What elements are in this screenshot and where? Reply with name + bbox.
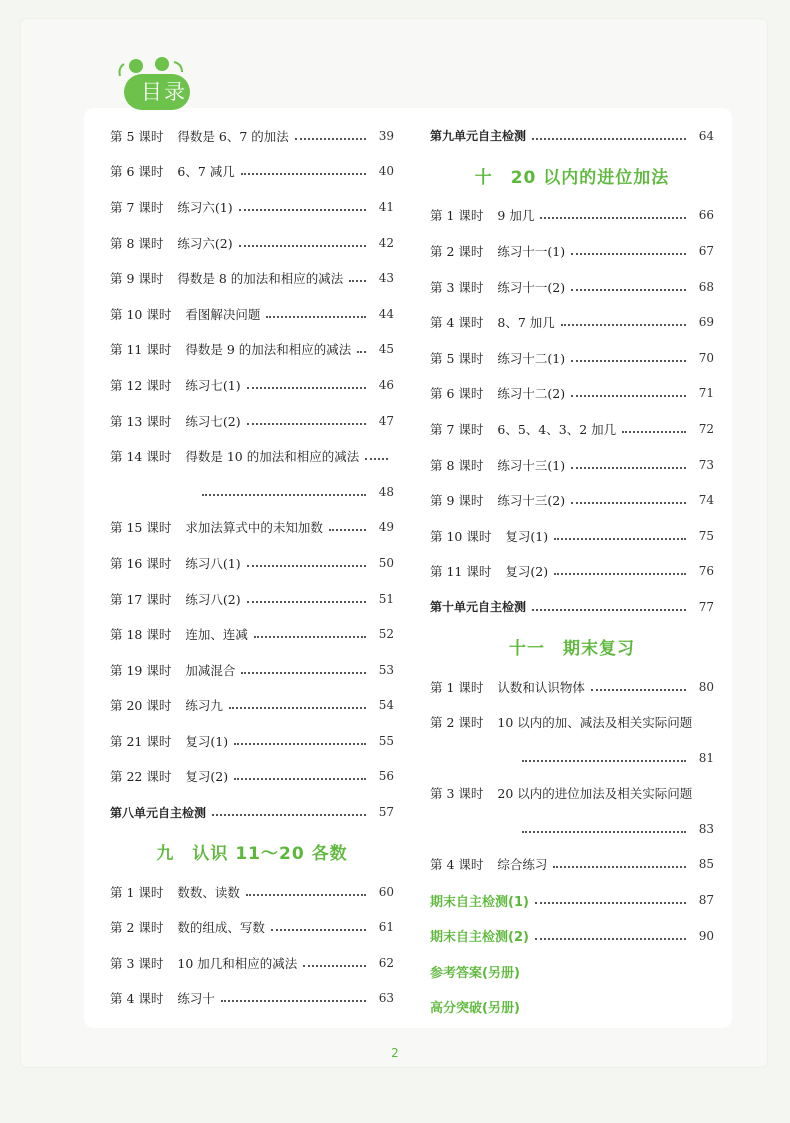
- lesson-label: 第 14 课时: [110, 449, 172, 465]
- lesson-label: 第 11 课时: [430, 564, 492, 580]
- final-test-title: 期末自主检测(1): [430, 894, 529, 910]
- dot-leader: [247, 565, 366, 567]
- section-title: 认识 11～20 各数: [192, 844, 348, 865]
- lesson-label: 第 5 课时: [110, 128, 164, 144]
- page-ref: 83: [698, 821, 714, 836]
- lesson-title: 连加、连减: [185, 627, 248, 643]
- toc-item[interactable]: [110, 260, 394, 296]
- page-ref: 64: [698, 128, 714, 143]
- dot-leader: [212, 814, 366, 816]
- page-ref: 72: [698, 421, 714, 436]
- unit-test-title: 第十单元自主检测: [430, 600, 527, 615]
- toc-item[interactable]: [110, 909, 394, 945]
- dot-leader: [571, 502, 686, 504]
- page-ref: 53: [378, 662, 394, 677]
- page-ref: 69: [698, 315, 714, 330]
- page-number: 2: [391, 1046, 399, 1060]
- toc-right-column: [430, 118, 714, 1025]
- dot-leader: [571, 253, 686, 255]
- page-ref: 61: [378, 920, 394, 935]
- toc-item[interactable]: [110, 581, 394, 617]
- page-ref: 68: [698, 279, 714, 294]
- toc-item[interactable]: [110, 154, 394, 190]
- toc-item[interactable]: [430, 669, 714, 705]
- lesson-title: 20 以内的进位加法及相关实际问题: [497, 786, 693, 802]
- lesson-title: 看图解决问题: [185, 306, 261, 322]
- toc-title: 目录: [141, 80, 187, 104]
- lesson-title: 得数是 6、7 的加法: [177, 128, 289, 144]
- lesson-label: 第 1 课时: [430, 679, 484, 695]
- lesson-title: 练习八(1): [185, 555, 241, 571]
- dot-leader: [571, 289, 686, 291]
- page-ref: 49: [378, 520, 394, 535]
- lesson-label: 第 9 课时: [110, 271, 164, 287]
- lesson-label: 第 8 课时: [430, 457, 484, 473]
- lesson-label: 第 6 课时: [430, 386, 484, 402]
- page-ref: 48: [378, 484, 394, 499]
- lesson-title: 数数、读数: [177, 884, 240, 900]
- page-ref: 44: [378, 306, 394, 321]
- lesson-title: 数的组成、写数: [177, 920, 265, 936]
- toc-item[interactable]: [430, 482, 714, 518]
- extra-booklet-item[interactable]: [430, 953, 714, 989]
- lesson-title: 练习十一(1): [497, 243, 566, 259]
- toc-item[interactable]: [110, 688, 394, 724]
- page-ref: 71: [698, 386, 714, 401]
- lesson-title: 复习(2): [505, 564, 549, 580]
- toc-item[interactable]: [110, 438, 394, 474]
- page-ref: 77: [698, 599, 714, 614]
- lesson-title: 加减混合: [185, 662, 236, 678]
- lesson-label: 第 21 课时: [110, 733, 172, 749]
- lesson-title: 练习十二(2): [497, 386, 566, 402]
- dot-leader: [357, 351, 366, 353]
- extra-booklet-item[interactable]: [430, 989, 714, 1025]
- lesson-title: 练习十三(1): [497, 457, 566, 473]
- dot-leader: [532, 609, 686, 611]
- unit-test-title: 第九单元自主检测: [430, 129, 527, 144]
- lesson-title: 10 加几和相应的减法: [177, 955, 298, 971]
- lesson-title: 综合练习: [497, 857, 548, 873]
- dot-leader: [221, 1000, 366, 1002]
- lesson-title: 得数是 8 的加法和相应的减法: [177, 271, 344, 287]
- lesson-label: 第 19 课时: [110, 662, 172, 678]
- page-ref: 51: [378, 591, 394, 606]
- dot-leader: [535, 938, 686, 940]
- dot-leader: [239, 245, 366, 247]
- toc-item[interactable]: [110, 296, 394, 332]
- unit-test-title: 第八单元自主检测: [110, 805, 207, 820]
- extra-booklet-title: 参考答案(另册): [430, 965, 520, 981]
- lesson-title: 复习(1): [185, 733, 229, 749]
- lesson-label: 第 10 课时: [430, 528, 492, 544]
- section-number: 十一: [509, 639, 545, 660]
- toc-item[interactable]: [110, 723, 394, 759]
- dot-leader: [554, 538, 686, 540]
- page-ref: 67: [698, 243, 714, 258]
- toc-item[interactable]: [430, 554, 714, 590]
- toc-item[interactable]: [110, 945, 394, 981]
- page-ref: 60: [378, 884, 394, 899]
- dot-leader: [349, 280, 366, 282]
- dot-leader: [522, 760, 686, 762]
- toc-item[interactable]: [110, 759, 394, 795]
- toc-item[interactable]: [110, 332, 394, 368]
- lesson-label: 第 4 课时: [430, 315, 484, 331]
- lesson-label: 第 3 课时: [430, 786, 484, 802]
- unit-test-item[interactable]: [110, 794, 394, 830]
- toc-item[interactable]: [430, 704, 714, 740]
- lesson-label: 第 6 课时: [110, 164, 164, 180]
- dot-leader: [202, 494, 366, 496]
- toc-item[interactable]: [430, 411, 714, 447]
- lesson-label: 第 16 课时: [110, 555, 172, 571]
- unit-test-item[interactable]: [430, 118, 714, 154]
- lesson-title: 练习七(2): [185, 413, 241, 429]
- dot-leader: [571, 395, 686, 397]
- page-ref: 56: [378, 769, 394, 784]
- page-ref: 76: [698, 564, 714, 579]
- lesson-label: 第 7 课时: [430, 421, 484, 437]
- toc-item[interactable]: [430, 198, 714, 234]
- lesson-title: 练习八(2): [185, 591, 241, 607]
- toc-item[interactable]: [430, 340, 714, 376]
- dot-leader: [540, 217, 686, 219]
- lesson-label: 第 20 课时: [110, 698, 172, 714]
- page-ref: 41: [378, 199, 394, 214]
- toc-left-column: [110, 118, 394, 1016]
- toc-item[interactable]: [430, 776, 714, 812]
- extra-booklet-title: 高分突破(另册): [430, 1001, 520, 1017]
- section-number: 九: [156, 844, 175, 865]
- page-ref: 66: [698, 208, 714, 223]
- lesson-label: 第 10 课时: [110, 306, 172, 322]
- page-ref: 90: [698, 928, 714, 943]
- dot-leader: [535, 902, 686, 904]
- dot-leader: [247, 423, 366, 425]
- toc-item[interactable]: [110, 874, 394, 910]
- dot-leader: [532, 138, 686, 140]
- dot-leader: [254, 636, 366, 638]
- section-title: 期末复习: [563, 639, 635, 660]
- toc-item[interactable]: [110, 225, 394, 261]
- lesson-label: 第 4 课时: [110, 991, 164, 1007]
- page-ref: 42: [378, 235, 394, 250]
- lesson-title: 认数和认识物体: [497, 679, 585, 695]
- page-ref: 80: [698, 679, 714, 694]
- lesson-label: 第 13 课时: [110, 413, 172, 429]
- toc-item-continuation[interactable]: [430, 740, 714, 776]
- final-test-item[interactable]: [430, 918, 714, 954]
- dot-leader: [247, 387, 366, 389]
- lesson-label: 第 18 课时: [110, 627, 172, 643]
- lesson-title: 求加法算式中的未知加数: [185, 520, 323, 536]
- page-ref: 55: [378, 733, 394, 748]
- dot-leader: [239, 209, 366, 211]
- lesson-title: 练习七(1): [185, 377, 241, 393]
- lesson-title: 复习(1): [505, 528, 549, 544]
- dot-leader: [241, 672, 366, 674]
- dot-leader: [241, 173, 366, 175]
- toc-item[interactable]: [110, 652, 394, 688]
- page-ref: 50: [378, 555, 394, 570]
- toc-item[interactable]: [110, 189, 394, 225]
- page-ref: 63: [378, 991, 394, 1006]
- lesson-label: 第 2 课时: [430, 243, 484, 259]
- lesson-title: 得数是 10 的加法和相应的减法: [185, 449, 360, 465]
- section-heading-11: [430, 625, 714, 669]
- page-ref: 39: [378, 128, 394, 143]
- page-ref: 85: [698, 857, 714, 872]
- lesson-title: 练习六(2): [177, 235, 233, 251]
- dot-leader: [295, 138, 366, 140]
- dot-leader: [234, 778, 366, 780]
- lesson-label: 第 11 课时: [110, 342, 172, 358]
- dot-leader: [553, 866, 686, 868]
- lesson-title: 练习十一(2): [497, 279, 566, 295]
- page-ref: 70: [698, 350, 714, 365]
- lesson-label: 第 8 课时: [110, 235, 164, 251]
- final-test-item[interactable]: [430, 882, 714, 918]
- page-ref: 81: [698, 750, 714, 765]
- dot-leader: [229, 707, 366, 709]
- toc-item[interactable]: [430, 269, 714, 305]
- page-ref: 43: [378, 271, 394, 286]
- lesson-label: 第 3 课时: [430, 279, 484, 295]
- dot-leader: [591, 689, 686, 691]
- lesson-label: 第 1 课时: [110, 884, 164, 900]
- toc-item[interactable]: [430, 518, 714, 554]
- section-number: 十: [474, 168, 493, 189]
- final-test-title: 期末自主检测(2): [430, 930, 529, 946]
- section-heading-10: [430, 154, 714, 198]
- page-ref: 74: [698, 493, 714, 508]
- lesson-label: 第 4 课时: [430, 857, 484, 873]
- lesson-label: 第 17 课时: [110, 591, 172, 607]
- toc-item-continuation[interactable]: [110, 474, 394, 510]
- dot-leader: [561, 324, 686, 326]
- lesson-label: 第 7 课时: [110, 199, 164, 215]
- lesson-label: 第 2 课时: [110, 920, 164, 936]
- lesson-title: 9 加几: [497, 208, 535, 224]
- lesson-label: 第 9 课时: [430, 493, 484, 509]
- page-ref: 54: [378, 698, 394, 713]
- lesson-title: 练习九: [185, 698, 223, 714]
- page-ref: 75: [698, 528, 714, 543]
- dot-leader: [329, 529, 366, 531]
- unit-test-item[interactable]: [430, 589, 714, 625]
- page-ref: 47: [378, 413, 394, 428]
- page-ref: 46: [378, 377, 394, 392]
- section-title: 20 以内的进位加法: [510, 168, 670, 189]
- lesson-label: 第 5 课时: [430, 350, 484, 366]
- lesson-label: 第 22 课时: [110, 769, 172, 785]
- dot-leader: [271, 929, 366, 931]
- lesson-title: 得数是 9 的加法和相应的减法: [185, 342, 352, 358]
- page-ref: 45: [378, 342, 394, 357]
- page-ref: 57: [378, 805, 394, 820]
- lesson-title: 复习(2): [185, 769, 229, 785]
- dot-leader: [622, 431, 686, 433]
- toc-item[interactable]: [110, 510, 394, 546]
- lesson-label: 第 3 课时: [110, 955, 164, 971]
- dot-leader: [247, 601, 366, 603]
- lesson-label: 第 1 课时: [430, 208, 484, 224]
- lesson-title: 6、7 减几: [177, 164, 235, 180]
- lesson-title: 6、5、4、3、2 加几: [497, 421, 617, 437]
- toc-item[interactable]: [110, 367, 394, 403]
- dot-leader: [522, 831, 686, 833]
- toc-item[interactable]: [110, 616, 394, 652]
- lesson-label: 第 15 课时: [110, 520, 172, 536]
- lesson-title: 练习十二(1): [497, 350, 566, 366]
- page-ref: 73: [698, 457, 714, 472]
- toc-item[interactable]: [110, 545, 394, 581]
- toc-item-continuation[interactable]: [430, 811, 714, 847]
- dot-leader: [266, 316, 366, 318]
- section-heading-9: [110, 830, 394, 874]
- toc-item[interactable]: [110, 118, 394, 154]
- dot-leader: [571, 467, 686, 469]
- lesson-title: 练习十三(2): [497, 493, 566, 509]
- toc-item[interactable]: [430, 376, 714, 412]
- page-ref: 52: [378, 627, 394, 642]
- lesson-title: 练习六(1): [177, 199, 233, 215]
- toc-item[interactable]: [430, 847, 714, 883]
- dot-leader: [554, 573, 686, 575]
- lesson-label: 第 2 课时: [430, 715, 484, 731]
- dot-leader: [246, 894, 366, 896]
- toc-item[interactable]: [430, 233, 714, 269]
- dot-leader: [365, 458, 388, 460]
- dot-leader: [234, 743, 366, 745]
- lesson-title: 8、7 加几: [497, 315, 555, 331]
- lesson-title: 10 以内的加、减法及相关实际问题: [497, 715, 693, 731]
- toc-item[interactable]: [110, 981, 394, 1017]
- page-ref: 87: [698, 893, 714, 908]
- page-ref: 40: [378, 164, 394, 179]
- page-ref: 62: [378, 955, 394, 970]
- toc-item[interactable]: [430, 447, 714, 483]
- lesson-title: 练习十: [177, 991, 215, 1007]
- toc-item[interactable]: [430, 304, 714, 340]
- dot-leader: [303, 965, 366, 967]
- toc-item[interactable]: [110, 403, 394, 439]
- dot-leader: [571, 360, 686, 362]
- lesson-label: 第 12 课时: [110, 377, 172, 393]
